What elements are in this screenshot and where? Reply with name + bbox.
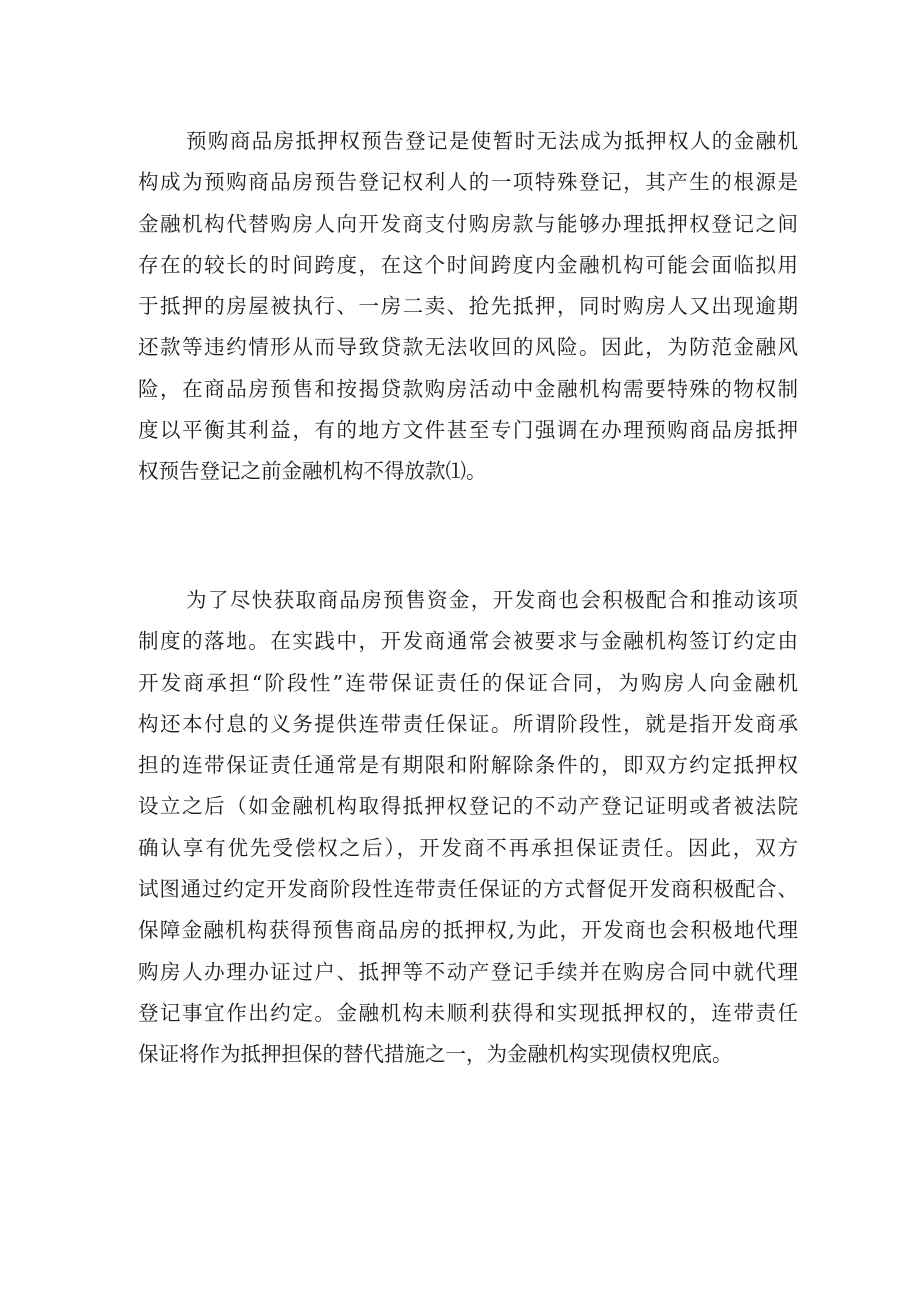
paragraph-2	[138, 580, 798, 1076]
paragraph-line: 权预告登记之前金融机构不得放款⑴。	[138, 459, 487, 484]
paragraph-line: 登记事宜作出约定。金融机构未顺利获得和实现抵押权的，连带责任	[138, 1000, 798, 1025]
paragraph-line: 构成为预购商品房预告登记权利人的一项特殊登记，其产生的根源是	[138, 170, 798, 195]
paragraph-line: 开发商承担“阶段性”连带保证责任的保证合同，为购房人向金融机	[138, 670, 798, 695]
paragraph-line: 构还本付息的义务提供连带责任保证。所谓阶段性，就是指开发商承	[138, 711, 798, 736]
paragraph-line: 险，在商品房预售和按揭贷款购房活动中金融机构需要特殊的物权制	[138, 376, 798, 401]
paragraph-1	[138, 121, 798, 493]
paragraph-line: 还款等违约情形从而导致贷款无法收回的风险。因此，为防范金融风	[138, 335, 798, 360]
paragraph-line: 于抵押的房屋被执行、一房二卖、抢先抵押，同时购房人又出现逾期	[138, 294, 798, 319]
paragraph-line: 购房人办理办证过户、抵押等不动产登记手续并在购房合同中就代理	[138, 959, 798, 984]
paragraph-line: 设立之后（如金融机构取得抵押权登记的不动产登记证明或者被法院	[138, 794, 798, 819]
paragraph-line: 存在的较长的时间跨度，在这个时间跨度内金融机构可能会面临拟用	[138, 252, 798, 277]
paragraph-line: 保证将作为抵押担保的替代措施之一，为金融机构实现债权兜底。	[138, 1042, 733, 1067]
paragraph-line: 为了尽快获取商品房预售资金，开发商也会积极配合和推动该项	[186, 588, 798, 612]
paragraph-line: 度以平衡其利益，有的地方文件甚至专门强调在办理预购商品房抵押	[138, 418, 798, 443]
paragraph-line: 担的连带保证责任通常是有期限和附解除条件的，即双方约定抵押权	[138, 753, 798, 778]
paragraph-line: 预购商品房抵押权预告登记是使暂时无法成为抵押权人的金融机	[186, 129, 798, 153]
paragraph-line: 金融机构代替购房人向开发商支付购房款与能够办理抵押权登记之间	[138, 211, 798, 236]
paragraph-line: 试图通过约定开发商阶段性连带责任保证的方式督促开发商积极配合、	[138, 877, 798, 902]
paragraph-line: 制度的落地。在实践中，开发商通常会被要求与金融机构签订约定由	[138, 629, 798, 654]
paragraph-line: 保障金融机构获得预售商品房的抵押权,为此，开发商也会积极地代理	[138, 918, 798, 943]
paragraph-line: 确认享有优先受偿权之后），开发商不再承担保证责任。因此，双方	[138, 835, 798, 860]
